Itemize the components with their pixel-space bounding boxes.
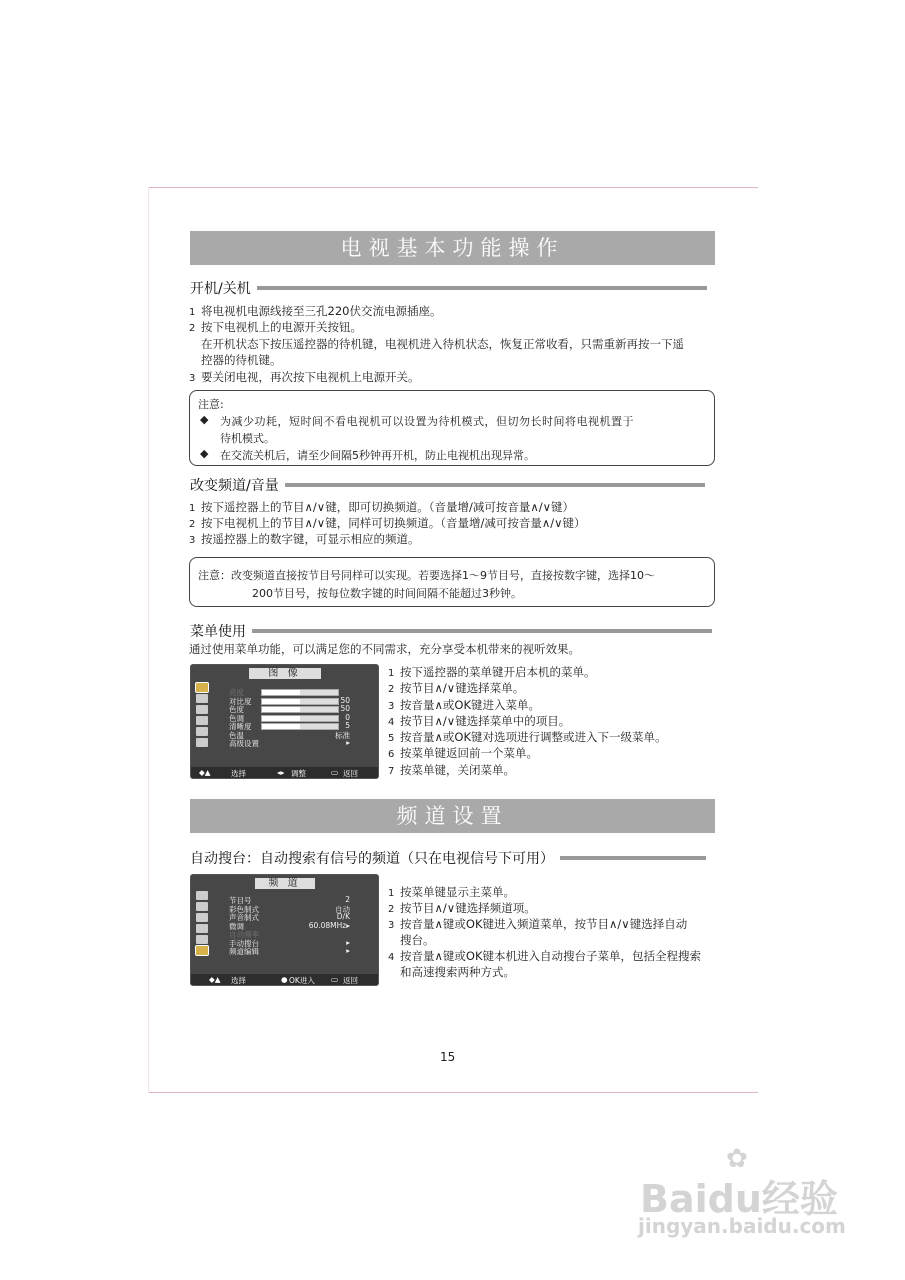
osd-row-label[interactable]: 对比度 [229, 696, 252, 706]
osd-footer-select: 选择 [231, 769, 246, 778]
section-title-menu [190, 621, 712, 641]
note-text: 在交流关机后，请至少间隔5秒钟再开机，防止电视机出现异常。 [220, 449, 535, 462]
osd-row-label[interactable]: 清晰度 [229, 722, 252, 731]
osd-row-value: 标准 [335, 730, 350, 740]
settings-icon [196, 924, 208, 933]
section-title-auto-search-text: 自动搜台：自动搜索有信号的频道（只在电视信号下可用） [190, 851, 554, 867]
osd-row-value: ▸ [346, 738, 350, 747]
clock-icon [196, 913, 208, 922]
osd-picture-menu [190, 664, 379, 779]
osd-slider[interactable] [261, 715, 339, 722]
osd-row-value: 5 [345, 721, 350, 730]
list-item: 2 按下电视机上的节目∧/∨键，同样可切换频道。（音量增/减可按音量∧/∨键） [189, 516, 586, 530]
adjust-arrows-icon: ◂▸ [277, 768, 285, 777]
note-box-power [189, 390, 715, 466]
osd-footer-select: 选择 [231, 976, 246, 985]
note-text: 200节目号，按每位数字键的时间间隔不能超过3秒钟。 [252, 587, 522, 600]
list-item: 1 将电视机电源线接至三孔220伏交流电源插座。 [189, 304, 442, 318]
osd-channel-menu [190, 874, 379, 986]
section-banner-channel-setup: 频道设置 [190, 799, 715, 833]
osd-row-label[interactable]: 高级设置 [229, 739, 259, 748]
section-title-auto-search [190, 848, 706, 868]
top-rule [148, 187, 758, 188]
section-title-power [190, 278, 707, 298]
clock-icon [196, 705, 208, 714]
menu-key-icon: ▭ [331, 768, 339, 777]
osd-slider[interactable] [261, 706, 339, 713]
osd-footer [191, 974, 378, 985]
list-item: 7 按菜单键，关闭菜单。 [388, 763, 515, 777]
osd-row-label[interactable]: 自动频率 [229, 930, 259, 939]
note-bullet-icon: ◆ [200, 413, 209, 426]
note-box-channel [189, 557, 715, 607]
osd-row-label[interactable]: 色度 [229, 705, 244, 714]
list-item: 在开机状态下按压遥控器的待机键，电视机进入待机状态，恢复正常收看，只需重新再按一下遥 [201, 337, 684, 351]
osd-row-value: ▸ [346, 937, 350, 947]
bottom-rule [148, 1092, 758, 1093]
osd-row-value: 60.08MHz▸ [308, 920, 350, 930]
section-rule [285, 483, 705, 487]
osd-row-label[interactable]: 色温 [229, 730, 244, 740]
list-item: 3 要关闭电视，再次按下电视机上电源开关。 [189, 370, 420, 384]
osd-row-label[interactable]: 微调 [229, 921, 244, 931]
section-rule [560, 856, 706, 860]
list-item: 和高速搜索两种方式。 [400, 965, 515, 979]
osd-row-label[interactable]: 色调 [229, 713, 244, 723]
osd-row-label[interactable]: 频道编辑 [229, 947, 259, 956]
section-rule [257, 286, 707, 290]
osd-slider[interactable] [261, 698, 339, 705]
section-title-channel-volume-text: 改变频道/音量 [190, 478, 279, 494]
note-text: 为减少功耗，短时间不看电视机可以设置为待机模式，但切勿长时间将电视机置于 [220, 415, 634, 428]
osd-row-value: 0 [345, 712, 350, 722]
list-item: 6 按菜单键返回前一个菜单。 [388, 746, 538, 760]
list-item: 1 按菜单键显示主菜单。 [388, 885, 515, 899]
list-item: 3 按音量∧或OK键进入菜单。 [388, 698, 541, 712]
osd-footer-enter: OK进入 [289, 976, 315, 985]
page-number: 15 [440, 1050, 456, 1064]
osd-row-value: ▸ [346, 946, 350, 955]
list-item: 2 按节目∧/∨键选择频道项。 [388, 901, 536, 915]
osd-row-value: 50 [340, 695, 350, 705]
osd-row-value: 2 [345, 895, 350, 904]
list-item: 搜台。 [400, 933, 435, 947]
nav-arrows-icon: ◆▲ [209, 975, 221, 984]
list-item: 3 按遥控器上的数字键，可显示相应的频道。 [189, 532, 420, 546]
list-item: 2 按节目∧/∨键选择菜单。 [388, 681, 525, 695]
note-bullet-icon: ◆ [200, 447, 209, 460]
osd-row-value: 50 [340, 704, 350, 713]
list-item: 4 按音量∧键或OK键本机进入自动搜台子菜单，包括全程搜索 [388, 949, 702, 963]
osd-row-label[interactable]: 亮度 [229, 688, 244, 697]
lock-icon [196, 727, 208, 736]
osd-row-label[interactable]: 声音制式 [229, 913, 259, 922]
osd-footer-adjust: 调整 [291, 769, 306, 778]
osd-row-label[interactable]: 手动搜台 [229, 938, 259, 948]
sound-icon [196, 902, 208, 911]
list-item: 5 按音量∧或OK键对选项进行调整或进入下一级菜单。 [388, 730, 667, 744]
osd-row-value: D/K [336, 912, 350, 921]
channel-icon [196, 946, 208, 955]
osd-title: 频 道 [255, 878, 315, 889]
list-item: 1 按下遥控器上的节目∧/∨键，即可切换频道。（音量增/减可按音量∧/∨键） [189, 500, 575, 514]
lock-icon [196, 935, 208, 944]
ok-key-icon: ● [281, 975, 288, 984]
osd-footer-back: 返回 [343, 976, 358, 985]
osd-side-icons [196, 891, 212, 955]
osd-footer [191, 767, 378, 778]
note-text: 注意：改变频道直接按节目号同样可以实现。若要选择1～9节目号，直接按数字键，选择10～ [198, 569, 655, 582]
list-item: 控器的待机键。 [201, 353, 282, 367]
channel-icon [196, 738, 208, 747]
watermark-url: jingyan.baidu.com [638, 1214, 846, 1238]
section-title-channel-volume [190, 475, 705, 495]
list-item: 4 按节目∧/∨键选择菜单中的项目。 [388, 714, 571, 728]
watermark-logo: Baidu经验 [640, 1177, 838, 1221]
section-title-power-text: 开机/关机 [190, 281, 251, 297]
sound-icon [196, 694, 208, 703]
list-item: 1 按下遥控器的菜单键开启本机的菜单。 [388, 665, 596, 679]
osd-row-label[interactable]: 彩色制式 [229, 904, 259, 914]
osd-side-icons [196, 683, 212, 747]
picture-icon [196, 891, 208, 900]
osd-row-label[interactable]: 节目号 [229, 896, 252, 905]
osd-row-value: 自动 [335, 904, 350, 914]
osd-footer-back: 返回 [343, 769, 358, 778]
osd-slider[interactable] [261, 723, 339, 730]
note-text: 待机模式。 [220, 432, 275, 445]
menu-key-icon: ▭ [331, 975, 339, 984]
nav-arrows-icon: ◆▲ [199, 768, 211, 777]
menu-intro: 通过使用菜单功能，可以满足您的不同需求，充分享受本机带来的视听效果。 [189, 642, 580, 656]
picture-icon [196, 683, 208, 692]
osd-slider[interactable] [261, 689, 339, 696]
section-title-menu-text: 菜单使用 [190, 624, 246, 640]
page-margin-line [148, 187, 149, 1093]
osd-title: 图 像 [249, 668, 321, 679]
list-item: 3 按音量∧键或OK键进入频道菜单，按节目∧/∨键选择自动 [388, 917, 688, 931]
list-item: 2 按下电视机上的电源开关按钮。 [189, 320, 362, 334]
note-label: 注意: [198, 398, 224, 411]
page-title: 电视基本功能操作 [190, 231, 715, 265]
settings-icon [196, 716, 208, 725]
paw-icon: ✿ [726, 1144, 748, 1174]
section-rule [252, 629, 712, 633]
